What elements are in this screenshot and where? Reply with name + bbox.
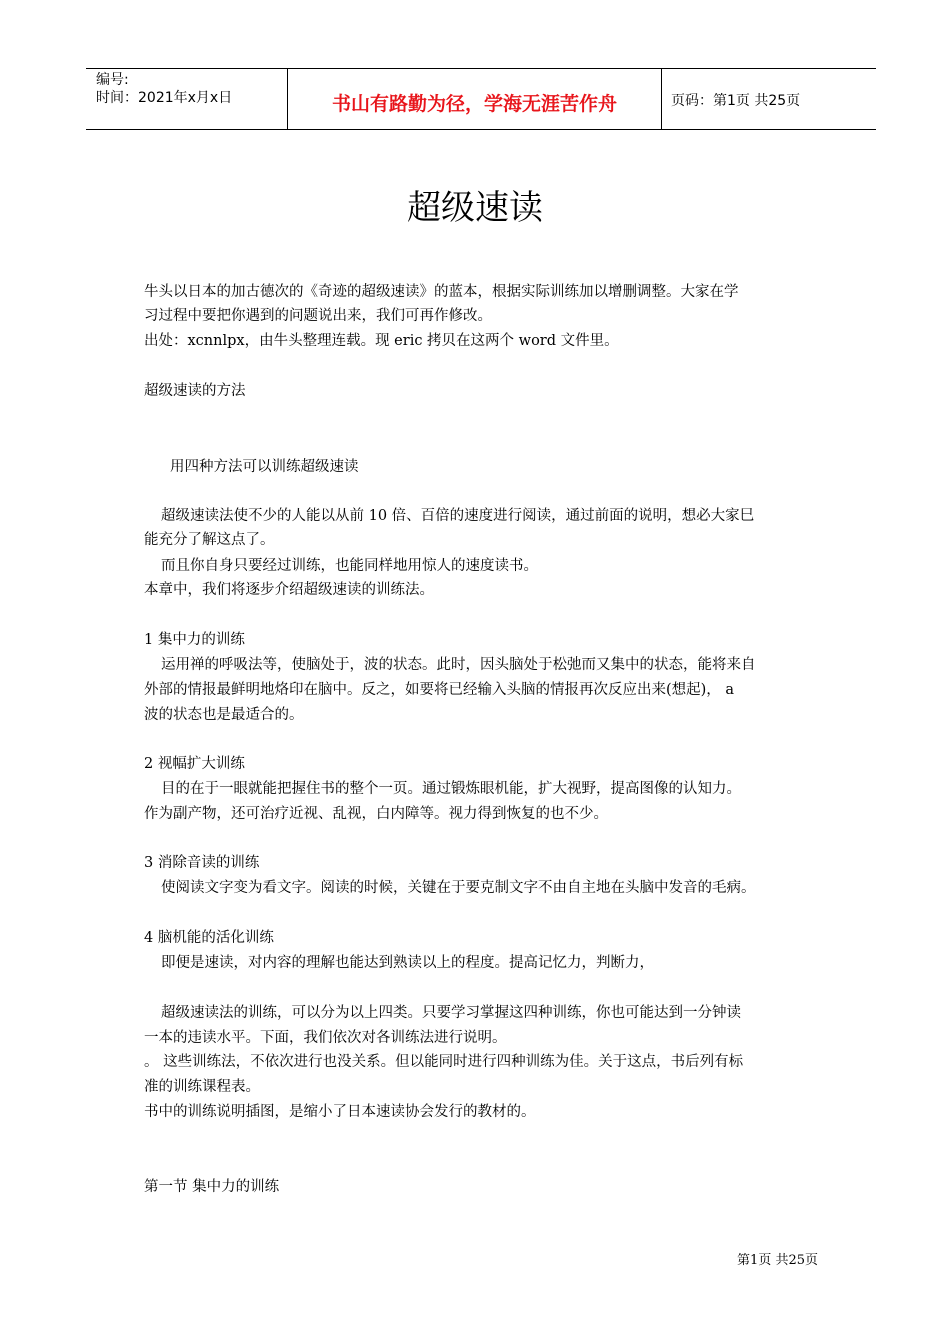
paragraph-line: 目的在于一眼就能把握住书的整个一页。通过锻炼眼机能，扩大视野，提高图像的认知力。 xyxy=(161,781,741,797)
date-label: 时间：2021年x月x日 xyxy=(96,90,233,106)
page-footer: 第1页 共25页 xyxy=(737,1253,818,1268)
paragraph-line: 运用禅的呼吸法等，使脑处于，波的状态。此时，因头脑处于松弛而又集中的状态，能将来自 xyxy=(161,657,756,673)
section-subheading: 用四种方法可以训练超级速读 xyxy=(170,459,359,475)
paragraph-line: 牛头以日本的加古德次的《奇迹的超级速读》的蓝本，根据实际训练加以增删调整。大家在学 xyxy=(144,284,739,300)
paragraph-line: 能充分了解这点了。 xyxy=(144,532,275,548)
header-left-cell xyxy=(86,69,287,129)
header-motto-cell xyxy=(287,69,662,129)
paragraph-line: 而且你自身只要经过训练，也能同样地用惊人的速度读书。 xyxy=(161,558,538,574)
paragraph-line: 波的状态也是最适合的。 xyxy=(144,707,304,723)
paragraph-line: 习过程中要把你遇到的问题说出来，我们可再作修改。 xyxy=(144,308,492,324)
paragraph-line: 外部的情报最鲜明地烙印在脑中。反之，如要将已经输入头脑的情报再次反应出来(想起)， a xyxy=(144,682,735,698)
header-right-cell xyxy=(661,69,876,129)
motto: 书山有路勤为径，学海无涯苦作舟 xyxy=(331,93,617,115)
paragraph-line: 一本的违读水平。下面，我们依次对各训练法进行说明。 xyxy=(144,1030,507,1046)
paragraph-line: 。 这些训练法，不依次进行也没关系。但以能同时进行四种训练为佳。关于这点，书后列有标 xyxy=(144,1054,744,1070)
paragraph-line: 超级速读法使不少的人能以从前 10 倍、百倍的速度进行阅读，通过前面的说明，想必大家巳 xyxy=(161,508,755,524)
page-code: 页码：第1页 共25页 xyxy=(671,93,801,109)
list-heading: 1 集中力的训练 xyxy=(144,632,245,648)
section-heading: 超级速读的方法 xyxy=(144,383,246,399)
header-table xyxy=(86,68,876,130)
list-heading: 4 脑机能的活化训练 xyxy=(144,930,274,946)
paragraph-line: 即便是速读，对内容的理解也能达到熟读以上的程度。提高记忆力，判断力， xyxy=(161,955,654,971)
paragraph-line: 准的训练课程表。 xyxy=(144,1079,260,1095)
paragraph-line: 作为副产物，还可治疗近视、乱视，白内障等。视力得到恢复的也不少。 xyxy=(144,806,608,822)
paragraph-line: 本章中，我们将逐步介绍超级速读的训练法。 xyxy=(144,582,434,598)
section-heading: 第一节 集中力的训练 xyxy=(144,1179,280,1195)
list-heading: 2 视幅扩大训练 xyxy=(144,756,245,772)
paragraph-line: 书中的训练说明插图，是缩小了日本速读协会发行的教材的。 xyxy=(144,1104,536,1120)
paragraph-line: 使阅读文字变为看文字。阅读的时候，关键在于要克制文字不由自主地在头脑中发音的毛病。 xyxy=(161,880,756,896)
paragraph-line: 超级速读法的训练，可以分为以上四类。只要学习掌握这四种训练，你也可能达到一分钟读 xyxy=(161,1005,741,1021)
serial-label: 编号: xyxy=(96,72,129,88)
list-heading: 3 消除音读的训练 xyxy=(144,855,260,871)
document-title: 超级速读 xyxy=(407,188,543,228)
paragraph-line: 出处：xcnnlpx，由牛头整理连载。现 eric 拷贝在这两个 word 文件里。 xyxy=(144,333,619,349)
